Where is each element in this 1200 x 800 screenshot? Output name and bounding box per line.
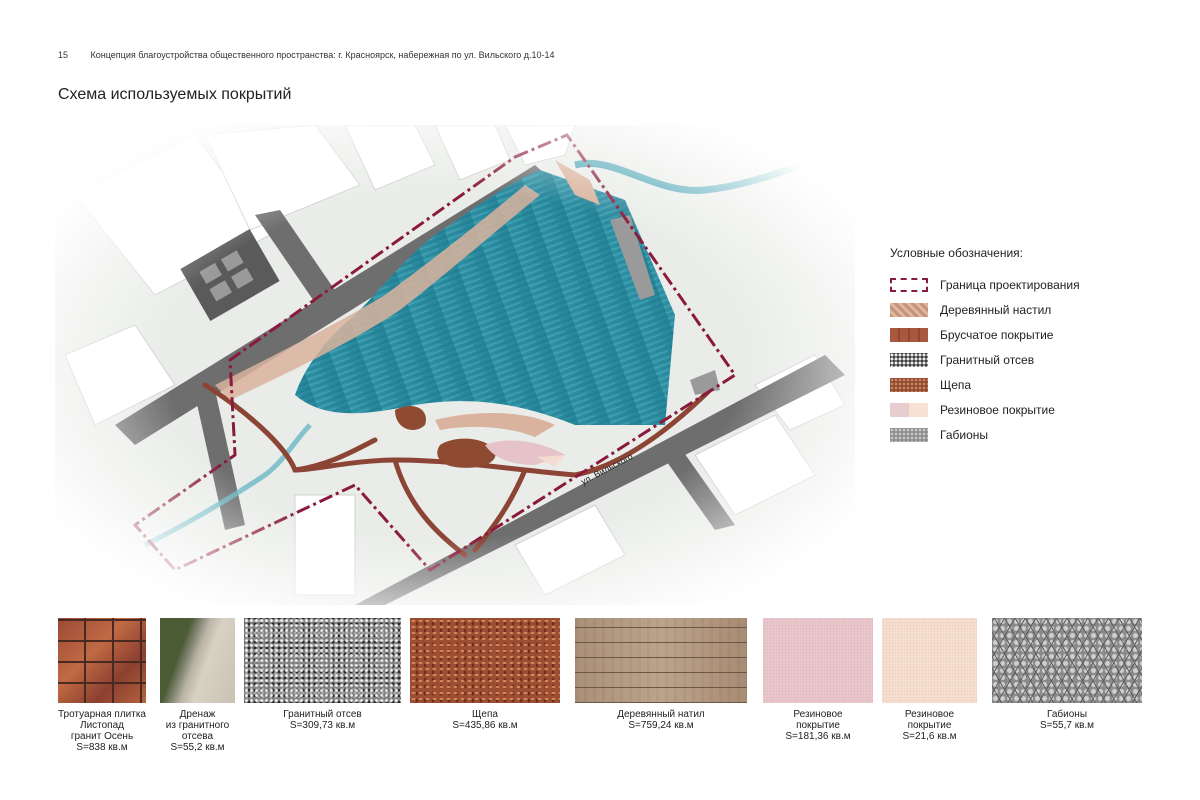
caption-line: гранит Осень (70, 731, 134, 742)
legend-item-wood-chips (890, 372, 1150, 397)
legend-label: Деревянный настил (940, 302, 1052, 317)
drainage-texture-image (160, 618, 235, 703)
gabion-texture-image (992, 618, 1142, 703)
caption-area: S=759,24 кв.м (628, 720, 694, 731)
material-rubber-pink (763, 618, 873, 742)
wood-chips-swatch-icon (890, 378, 928, 392)
caption-line: Резиновое (793, 709, 843, 720)
legend-item-paving (890, 322, 1150, 347)
legend-title: Условные обозначения: (890, 246, 1023, 260)
caption-line: Щепа (472, 709, 498, 720)
rubber-swatch-icon (890, 403, 928, 417)
caption-line: Резиновое (904, 709, 955, 720)
page-header (58, 50, 555, 60)
material-drainage (160, 618, 235, 753)
caption-line: отсева (181, 731, 214, 742)
legend-item-boundary (890, 272, 1150, 297)
caption-line: Листопад (80, 720, 124, 731)
legend-label: Гранитный отсев (940, 352, 1035, 367)
boundary-dash-line-icon (890, 278, 928, 292)
legend-label: Резиновое покрытие (940, 402, 1055, 417)
caption-area: S=838 кв.м (76, 742, 128, 753)
legend-label: Граница проектирования (940, 277, 1080, 292)
caption-line: из гранитного (165, 720, 230, 731)
material-rubber-beige (882, 618, 977, 742)
paving-swatch-icon (890, 328, 928, 342)
rubber-pink-texture-image (763, 618, 873, 703)
site-plan-map (55, 125, 855, 605)
material-caption (555, 709, 767, 731)
page-number: 15 (58, 50, 69, 60)
paving-texture-image (58, 618, 146, 703)
gabion-swatch-icon (890, 428, 928, 442)
rubber-beige-texture-image (882, 618, 977, 703)
legend-item-wood-deck (890, 297, 1150, 322)
map-vignette (55, 125, 855, 605)
granite-texture-image (244, 618, 401, 703)
caption-line: Тротуарная плитка (57, 709, 146, 720)
caption-line: Габионы (1047, 709, 1087, 720)
legend-label: Габионы (940, 427, 988, 442)
page-title: Схема используемых покрытий (58, 86, 292, 103)
material-caption (390, 709, 580, 731)
caption-area: S=309,73 кв.м (289, 720, 356, 731)
legend-item-granite (890, 347, 1150, 372)
legend-item-gabion (890, 422, 1150, 447)
material-caption (972, 709, 1162, 731)
caption-area: S=181,36 кв.м (785, 731, 851, 742)
wood-deck-swatch-icon (890, 303, 928, 317)
granite-screening-swatch-icon (890, 353, 928, 367)
caption-line: Гранитный отсев (283, 709, 362, 720)
caption-line: Дренаж (179, 709, 216, 720)
legend-label: Щепа (940, 377, 972, 392)
caption-line: покрытие (907, 720, 952, 731)
legend (890, 246, 1150, 447)
wood-deck-texture-image (575, 618, 747, 703)
caption-area: S=435,86 кв.м (452, 720, 518, 731)
material-wood-chips (410, 618, 560, 731)
material-gabion (992, 618, 1142, 731)
caption-line: покрытие (796, 720, 840, 731)
material-wood-deck (575, 618, 747, 731)
material-paving (57, 618, 146, 753)
caption-area: S=55,2 кв.м (170, 742, 225, 753)
caption-area: S=55,7 кв.м (1039, 720, 1095, 731)
caption-area: S=21,6 кв.м (902, 731, 957, 742)
legend-item-rubber (890, 397, 1150, 422)
wood-chips-texture-image (410, 618, 560, 703)
header-text: Концепция благоустройства общественного пространства: г. Красноярск, набережная по ул. Вильского д.10-14 (90, 50, 555, 60)
material-granite (244, 618, 401, 731)
legend-label: Брусчатое покрытие (940, 327, 1054, 342)
caption-line: Деревянный натил (617, 709, 705, 720)
